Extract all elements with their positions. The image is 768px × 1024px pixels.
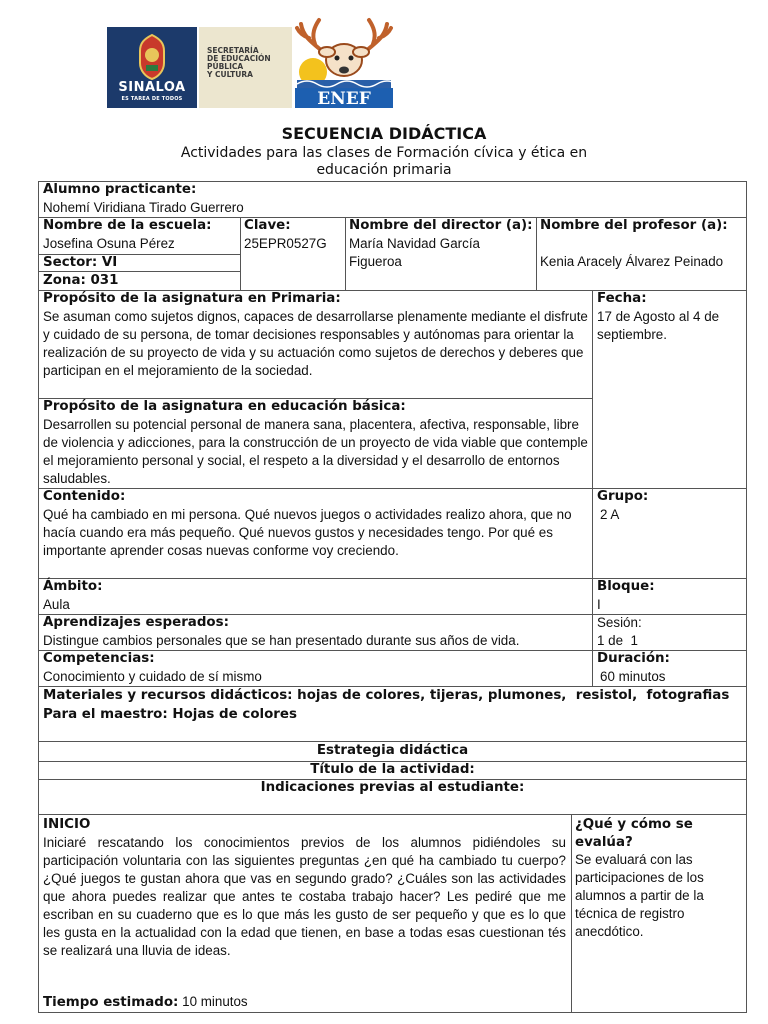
proposito-primaria-text: Se asuman como sujetos dignos, capaces de desarrollarse plenamente mediante el disfrute y cuidado de su persona, de tomar decisiones responsables y autónomas para orientar la realización de su proyecto de vida y su actuación como sujetos de derechos y deberes que participan en el mejoramiento de la sociedad. xyxy=(43,309,588,378)
grupo-label: Grupo: xyxy=(597,489,649,504)
sinaloa-name: SINALOA xyxy=(118,80,186,95)
tiempo-label: Tiempo estimado: xyxy=(43,995,179,1010)
sector-label: Sector: VI xyxy=(43,255,118,270)
director-label: Nombre del director (a): xyxy=(349,218,533,233)
evalua-text: Se evaluará con las participaciones de los alumnos a partir de la técnica de registro anecdótico. xyxy=(575,852,704,939)
proposito-basica-label: Propósito de la asignatura en educación básica: xyxy=(43,399,406,414)
aprendizajes-label: Aprendizajes esperados: xyxy=(43,615,229,630)
duracion-value: 60 minutos xyxy=(600,669,666,684)
sesion-value: 1 de 1 xyxy=(597,633,638,648)
contenido-text: Qué ha cambiado en mi persona. Qué nuevos juegos o actividades realizo ahora, que no hacía cuando era más pequeño. Qué nuevos gustos y necesidades tengo. Por qué es importante aprender cosas nuevas conforme voy creciendo. xyxy=(43,507,572,558)
sinaloa-tagline: ES TAREA DE TODOS xyxy=(121,96,183,102)
aprendizajes-text: Distingue cambios personales que se han presentado durante sus años de vida. xyxy=(43,633,520,648)
maestro-text: Para el maestro: Hojas de colores xyxy=(43,707,297,722)
fecha-label: Fecha: xyxy=(597,291,647,306)
tiempo-estimado xyxy=(43,993,248,1012)
ambito-label: Ámbito: xyxy=(43,579,103,594)
secretaria-logo xyxy=(199,27,292,108)
inicio-label: INICIO xyxy=(43,817,91,832)
director-value: María Navidad García Figueroa xyxy=(349,236,480,269)
proposito-primaria-label: Propósito de la asignatura en Primaria: xyxy=(43,291,341,306)
tiempo-value: 10 minutos xyxy=(182,994,248,1009)
indicaciones-heading: Indicaciones previas al estudiante: xyxy=(260,780,525,795)
competencias-label: Competencias: xyxy=(43,651,155,666)
sinaloa-logo xyxy=(107,27,197,108)
materiales-text: Materiales y recursos didácticos: hojas de colores, tijeras, plumones, resistol, fotografias xyxy=(43,688,730,703)
competencias-value: Conocimiento y cuidado de sí mismo xyxy=(43,669,262,684)
ambito-value: Aula xyxy=(43,597,70,612)
grupo-value: 2 A xyxy=(600,507,620,522)
profesor-label: Nombre del profesor (a): xyxy=(540,218,728,233)
sesion-label: Sesión: xyxy=(597,615,642,630)
estrategia-heading: Estrategia didáctica xyxy=(316,743,469,758)
header-logos xyxy=(0,0,768,118)
svg-text:ENEF: ENEF xyxy=(317,89,371,109)
alumno-label: Alumno practicante: xyxy=(43,182,197,197)
titulo-actividad-heading: Título de la actividad: xyxy=(310,762,475,777)
evalua-label: ¿Qué y cómo se evalúa? xyxy=(575,817,693,850)
profesor-value: Kenia Aracely Álvarez Peinado xyxy=(540,254,724,269)
secretaria-text: SECRETARÍA DE EDUCACIÓN PÚBLICA Y CULTURA xyxy=(207,46,271,79)
escuela-value: Josefina Osuna Pérez xyxy=(43,236,175,251)
clave-label: Clave: xyxy=(244,218,291,233)
escuela-label: Nombre de la escuela: xyxy=(43,218,212,233)
page-subtitle: Actividades para las clases de Formación cívica y ética en educación primaria xyxy=(180,145,588,178)
page-title: SECUENCIA DIDÁCTICA xyxy=(281,124,487,143)
contenido-label: Contenido: xyxy=(43,489,126,504)
bloque-label: Bloque: xyxy=(597,579,655,594)
coat-of-arms-icon xyxy=(134,33,170,81)
inicio-text: Iniciaré rescatando los conocimientos previos de los alumnos pidiéndoles su participación voluntaria con las siguientes preguntas ¿en qué ha cambiado tu cuerpo? ¿Qué juegos te gustan ahora que vas en segundo grado? ¿Cuáles son las actividades que ahora puedes realizar que antes te costaba trabajo hacer? Les pediré que me escriban en su cuaderno que es lo que más les gusto de ser pequeño y que es lo que les gusta en la actualidad con la edad que tienen, en base a todas esas cuestionan tés se realizará una lluvia de ideas. xyxy=(43,835,566,958)
bloque-value: I xyxy=(597,597,601,612)
fecha-value: 17 de Agosto al 4 de septiembre. xyxy=(597,309,720,342)
clave-value: 25EPR0527G xyxy=(244,236,327,251)
duracion-label: Duración: xyxy=(597,651,670,666)
enef-logo xyxy=(291,14,397,110)
zona-label: Zona: 031 xyxy=(43,273,119,288)
proposito-basica-text: Desarrollen su potencial personal de manera sana, placentera, afectiva, responsable, libre de violencia y adicciones, para la construcción de un proyecto de vida viable que contemple el mejoramiento personal y social, el respeto a la diversidad y el desarrollo de entornos saludables. xyxy=(43,417,588,486)
alumno-value: Nohemí Viridiana Tirado Guerrero xyxy=(43,200,244,215)
